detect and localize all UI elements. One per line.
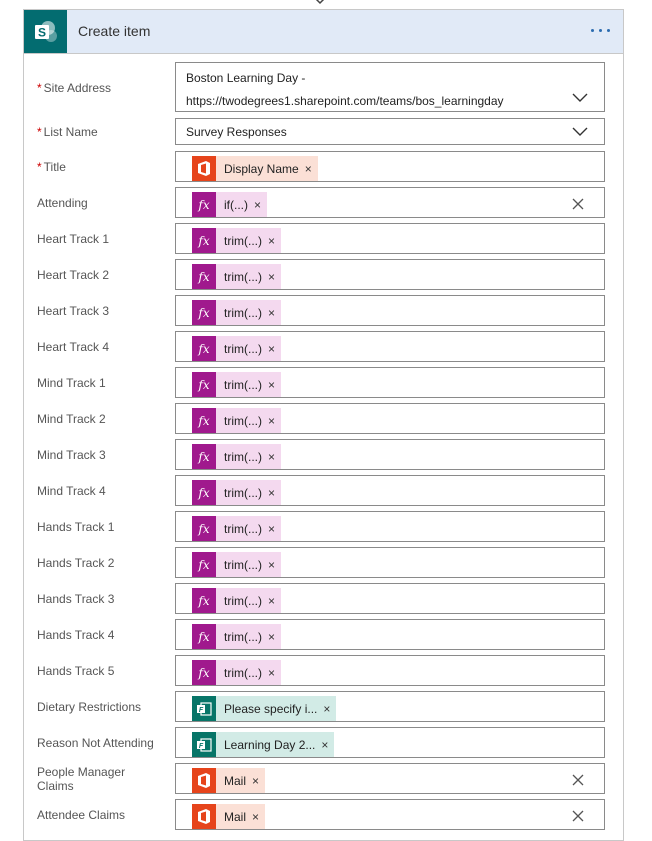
hands-track-2-label: Hands Track 2 — [37, 556, 115, 570]
office-icon — [192, 156, 216, 181]
mind-track-3-label: Mind Track 3 — [37, 448, 106, 462]
mind-track-4-label: Mind Track 4 — [37, 484, 106, 498]
fx-icon: fx — [192, 336, 216, 361]
hands-track-3-token[interactable] — [192, 588, 281, 613]
heart-track-3-field[interactable] — [175, 295, 605, 326]
hands-track-5-label: Hands Track 5 — [37, 664, 115, 678]
fx-icon: fx — [192, 516, 216, 541]
token-label: Mail — [224, 773, 247, 788]
card-header[interactable] — [24, 10, 623, 54]
required-marker: * — [37, 81, 42, 95]
dot-icon — [607, 29, 610, 32]
site-address-label: * Site Address — [37, 81, 112, 95]
forms-icon — [192, 696, 216, 721]
clear-icon[interactable] — [572, 774, 584, 786]
fx-icon: fx — [192, 408, 216, 433]
heart-track-3-label: Heart Track 3 — [37, 304, 110, 318]
remove-token-icon[interactable]: × — [268, 413, 276, 428]
token-label: Mail — [224, 809, 247, 824]
hands-track-4-label: Hands Track 4 — [37, 628, 115, 642]
attendee-claims-label: Attendee Claims — [37, 808, 126, 822]
dietary-restrictions-token[interactable] — [192, 696, 336, 721]
heart-track-4-label: Heart Track 4 — [37, 340, 110, 354]
reason-not-attending-token[interactable] — [192, 732, 334, 757]
remove-token-icon[interactable]: × — [268, 449, 276, 464]
token-label: trim(...) — [224, 233, 262, 248]
title-label: * Title — [37, 160, 66, 174]
office-icon — [192, 768, 216, 793]
fx-icon: fx — [192, 552, 216, 577]
fx-icon: fx — [192, 660, 216, 685]
site-address-line2: https://twodegrees1.sharepoint.com/teams/bos_learningday — [186, 94, 504, 108]
fx-icon: fx — [192, 624, 216, 649]
attendee-claims-field[interactable] — [175, 799, 605, 830]
token-label: trim(...) — [224, 557, 262, 572]
attending-field[interactable] — [175, 187, 605, 218]
token-label: Learning Day 2... — [224, 737, 316, 752]
svg-text:S: S — [37, 25, 47, 40]
mind-track-3-token[interactable] — [192, 444, 281, 469]
token-label: trim(...) — [224, 521, 262, 536]
attending-token[interactable] — [192, 192, 267, 217]
heart-track-1-field[interactable] — [175, 223, 605, 254]
token-label: trim(...) — [224, 485, 262, 500]
remove-token-icon[interactable]: × — [268, 521, 276, 536]
svg-text:F: F — [198, 706, 204, 714]
list-name-dropdown[interactable] — [175, 118, 605, 145]
sharepoint-icon — [24, 10, 67, 53]
reason-not-attending-field[interactable] — [175, 727, 605, 758]
remove-token-icon[interactable]: × — [268, 377, 276, 392]
office-icon — [192, 804, 216, 829]
more-options-button[interactable] — [589, 20, 613, 40]
fx-icon: fx — [192, 480, 216, 505]
fx-icon: fx — [192, 372, 216, 397]
heart-track-1-token[interactable] — [192, 228, 281, 253]
mind-track-4-token[interactable] — [192, 480, 281, 505]
remove-token-icon[interactable]: × — [268, 485, 276, 500]
list-name-value: Survey Responses — [186, 125, 287, 139]
token-label: Please specify i... — [224, 701, 318, 716]
remove-token-icon[interactable]: × — [252, 809, 260, 824]
token-label: Display Name — [224, 161, 299, 176]
token-label: trim(...) — [224, 305, 262, 320]
heart-track-1-label: Heart Track 1 — [37, 232, 110, 246]
fx-icon: fx — [192, 300, 216, 325]
hands-track-1-field[interactable] — [175, 511, 605, 542]
remove-token-icon[interactable]: × — [268, 593, 276, 608]
remove-token-icon[interactable]: × — [268, 233, 276, 248]
title-token[interactable] — [192, 156, 318, 181]
attendee-claims-token[interactable] — [192, 804, 265, 829]
mind-track-1-label: Mind Track 1 — [37, 376, 106, 390]
hands-track-4-token[interactable] — [192, 624, 281, 649]
heart-track-2-label: Heart Track 2 — [37, 268, 110, 282]
mind-track-2-label: Mind Track 2 — [37, 412, 106, 426]
hands-track-4-field[interactable] — [175, 619, 605, 650]
people-manager-claims-label: People Manager Claims — [37, 765, 126, 793]
title-field[interactable] — [175, 151, 605, 182]
hands-track-3-field[interactable] — [175, 583, 605, 614]
remove-token-icon[interactable]: × — [252, 773, 260, 788]
remove-token-icon[interactable]: × — [268, 629, 276, 644]
heart-track-2-field[interactable] — [175, 259, 605, 290]
fx-icon: fx — [192, 588, 216, 613]
fx-icon: fx — [192, 444, 216, 469]
heart-track-4-field[interactable] — [175, 331, 605, 362]
remove-token-icon[interactable]: × — [304, 161, 312, 176]
remove-token-icon[interactable]: × — [268, 341, 276, 356]
token-label: trim(...) — [224, 269, 262, 284]
mind-track-2-field[interactable] — [175, 403, 605, 434]
dietary-restrictions-label: Dietary Restrictions — [37, 700, 142, 714]
fx-icon: fx — [192, 192, 216, 217]
hands-track-1-label: Hands Track 1 — [37, 520, 115, 534]
mind-track-4-field[interactable] — [175, 475, 605, 506]
dot-icon — [599, 29, 602, 32]
people-manager-claims-token[interactable] — [192, 768, 265, 793]
remove-token-icon[interactable]: × — [321, 737, 329, 752]
create-item-action-card — [23, 9, 624, 841]
dot-icon — [591, 29, 594, 32]
token-label: trim(...) — [224, 377, 262, 392]
heart-track-2-token[interactable] — [192, 264, 281, 289]
hands-track-1-token[interactable] — [192, 516, 281, 541]
chevron-down-icon — [572, 93, 588, 103]
remove-token-icon[interactable]: × — [268, 665, 276, 680]
fx-icon: fx — [192, 228, 216, 253]
people-manager-claims-field[interactable] — [175, 763, 605, 794]
card-title: Create item — [78, 23, 151, 39]
forms-icon — [192, 732, 216, 757]
token-label: trim(...) — [224, 341, 262, 356]
site-address-line1: Boston Learning Day - — [186, 71, 306, 85]
remove-token-icon[interactable]: × — [268, 269, 276, 284]
token-label: trim(...) — [224, 665, 262, 680]
remove-token-icon[interactable]: × — [323, 701, 331, 716]
token-label: trim(...) — [224, 593, 262, 608]
mind-track-1-field[interactable] — [175, 367, 605, 398]
heart-track-4-token[interactable] — [192, 336, 281, 361]
hands-track-2-field[interactable] — [175, 547, 605, 578]
fx-icon: fx — [192, 264, 216, 289]
remove-token-icon[interactable]: × — [268, 557, 276, 572]
reason-not-attending-label: Reason Not Attending — [37, 736, 154, 750]
remove-token-icon[interactable]: × — [268, 305, 276, 320]
token-label: trim(...) — [224, 413, 262, 428]
token-label: if(...) — [224, 197, 248, 212]
hands-track-3-label: Hands Track 3 — [37, 592, 115, 606]
clear-icon[interactable] — [572, 198, 584, 210]
site-address-dropdown[interactable] — [175, 62, 605, 112]
list-name-label: * List Name — [37, 125, 98, 139]
hands-track-5-token[interactable] — [192, 660, 281, 685]
chevron-down-icon — [572, 127, 588, 137]
mind-track-1-token[interactable] — [192, 372, 281, 397]
hands-track-2-token[interactable] — [192, 552, 281, 577]
mind-track-3-field[interactable] — [175, 439, 605, 470]
hands-track-5-field[interactable] — [175, 655, 605, 686]
mind-track-2-token[interactable] — [192, 408, 281, 433]
connector-arrow-icon — [314, 0, 326, 9]
heart-track-3-token[interactable] — [192, 300, 281, 325]
token-label: trim(...) — [224, 629, 262, 644]
clear-icon[interactable] — [572, 810, 584, 822]
token-label: trim(...) — [224, 449, 262, 464]
dietary-restrictions-field[interactable] — [175, 691, 605, 722]
remove-token-icon[interactable]: × — [254, 197, 262, 212]
svg-text:F: F — [198, 742, 204, 750]
attending-label: Attending — [37, 196, 88, 210]
